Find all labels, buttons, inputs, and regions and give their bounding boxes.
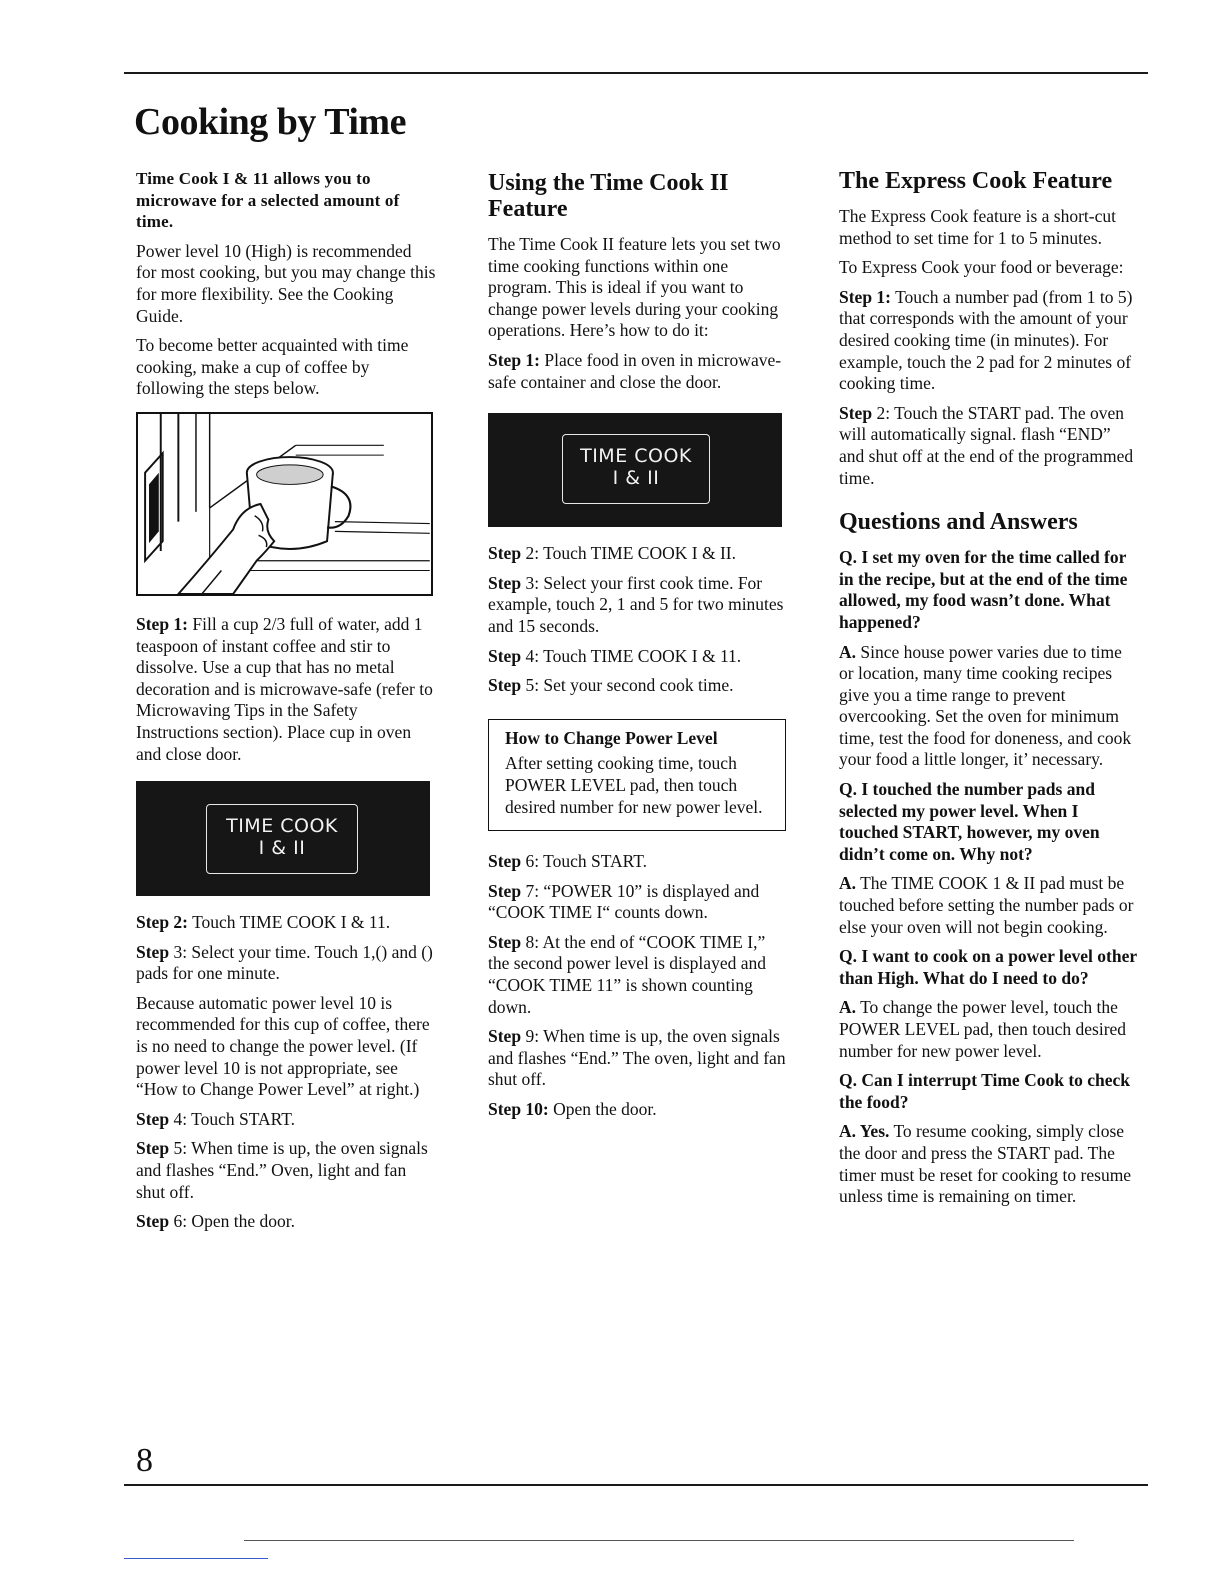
step-label: Step 2: [136, 912, 189, 933]
step-text: 7: “POWER 10” is displayed and “COOK TIME I“ counts down. [488, 880, 760, 923]
step-label: Step [488, 880, 522, 901]
step-text: 3: Select your first cook time. For example, touch 2, 1 and 5 for two minutes and 15 seconds. [488, 572, 784, 636]
intro-paragraph: Power level 10 (High) is recommended for most cooking, but you may change this for more flexibility. See the Cooking Guide. [136, 240, 436, 326]
step-label: Step [488, 572, 522, 593]
callout-title: How to Change Power Level [505, 727, 718, 748]
step-text: Open the door. [548, 1099, 657, 1120]
footer-link-underline [124, 1558, 268, 1559]
answer [839, 1121, 1139, 1207]
question [839, 1070, 1139, 1113]
section-heading: Questions and Answers [839, 509, 1078, 536]
question-text: I touched the number pads and selected my power level. When I touched START, however, my oven didn’t come on. Why not? [839, 779, 1100, 864]
step-text: 4: Touch TIME COOK I & 11. [521, 645, 742, 666]
step-text: Touch TIME COOK I & 11. [188, 912, 391, 933]
step-6 [488, 851, 788, 873]
time-cook-button-line2: I & II [612, 467, 660, 490]
step-label: Step 1: [488, 349, 541, 370]
control-panel-graphic [488, 413, 782, 527]
step-label: Step [488, 851, 522, 872]
express-intro: To Express Cook your food or beverage: [839, 257, 1124, 278]
step-label: Step [488, 543, 522, 564]
answer-text: The TIME COOK 1 & II pad must be touched before setting the number pads or else your oven will not begin cooking. [839, 873, 1134, 937]
power-level-note: Because automatic power level 10 is recommended for this cup of coffee, there is no need to change the power level. (If power level 10 is not appropriate, see “How to Change Power Level” at right.) [136, 992, 430, 1100]
step-9 [488, 1026, 788, 1091]
intro-paragraph: The Time Cook II feature lets you set two time cooking functions within one program. This is ideal if you want to change power levels during your cooking operations. Here’s how to do it: [488, 234, 781, 341]
step-text: Touch a number pad (from 1 to 5) that corresponds with the amount of your desired cooking time (in minutes). For example, touch the 2 pad for 2 minutes of cooking time. [839, 286, 1133, 394]
step-label: Step [136, 1138, 170, 1159]
answer [839, 997, 1139, 1062]
step-label: Step 10: [488, 1099, 549, 1120]
step-label: Step [488, 1026, 522, 1047]
question-label: Q. [839, 946, 857, 967]
step-2 [839, 403, 1139, 489]
step-label: Step [839, 402, 873, 423]
step-label: Step [136, 941, 170, 962]
step-label: Step 1: [136, 613, 189, 634]
step-text: 6: Open the door. [169, 1211, 295, 1232]
page-number: 8 [136, 1442, 153, 1479]
question [839, 547, 1139, 633]
step-4 [136, 1109, 436, 1131]
step-label: Step [488, 931, 522, 952]
top-rule [124, 72, 1148, 74]
step-5 [488, 675, 788, 697]
step-2 [488, 543, 788, 565]
step-text: 2: Touch TIME COOK I & II. [521, 543, 736, 564]
question-text: I want to cook on a power level other than High. What do I need to do? [839, 946, 1137, 988]
page-title: Cooking by Time [134, 101, 406, 143]
time-cook-button[interactable] [206, 804, 358, 874]
answer-text: Since house power varies due to time or location, many time cooking recipes give you a time range to prevent overcooking. Set the oven for minimum time, test the food for doneness, and cook your food a little longer, it’ necessary. [839, 641, 1132, 770]
intro-lead: Time Cook I & 11 allows you to microwave for a selected amount of time. [136, 169, 400, 232]
express-intro: The Express Cook feature is a short-cut method to set time for 1 to 5 minutes. [839, 206, 1117, 248]
intro-paragraph: To become better acquainted with time cooking, make a cup of coffee by following the steps below. [136, 335, 409, 399]
step-label: Step [488, 675, 522, 696]
question [839, 946, 1139, 989]
step-2 [136, 912, 436, 934]
control-panel-graphic [136, 781, 430, 896]
step-label: Step [136, 1108, 170, 1129]
step-text: 5: When time is up, the oven signals and flashes “End.” Oven, light and fan shut off. [136, 1138, 428, 1202]
step-6 [136, 1211, 436, 1233]
time-cook-button-line1: TIME COOK [226, 815, 338, 838]
question-text: Can I interrupt Time Cook to check the food? [839, 1070, 1131, 1112]
coffee-cup-illustration [136, 412, 433, 596]
column-time-cook-1 [136, 168, 436, 1241]
section-heading: Using the Time Cook II Feature [488, 170, 729, 222]
step-text: 6: Touch START. [521, 851, 648, 872]
time-cook-button-line1: TIME COOK [580, 445, 692, 468]
step-text: 4: Touch START. [169, 1108, 296, 1129]
step-label: Step 1: [839, 286, 892, 307]
section-heading: The Express Cook Feature [839, 168, 1113, 194]
step-7 [488, 881, 788, 924]
step-text: 9: When time is up, the oven signals and flashes “End.” The oven, light and fan shut off. [488, 1026, 786, 1090]
time-cook-button[interactable] [562, 434, 710, 504]
step-text: 5: Set your second cook time. [521, 675, 734, 696]
answer-label: A. [839, 997, 857, 1018]
question-label: Q. [839, 779, 857, 800]
footer-rule [244, 1540, 1074, 1541]
step-text: Fill a cup 2/3 full of water, add 1 teaspoon of instant coffee and stir to dissolve. Use a cup that has no metal decoration and is microwave-safe (refer to Microwaving Tips in the Safety Instructions section). Place cup in oven and close door. [136, 613, 433, 764]
answer-text: To resume cooking, simply close the door and press the START pad. The timer must be reset for cooking to resume unless time is remaining on timer. [839, 1121, 1132, 1207]
step-text: 8: At the end of “COOK TIME I,” the second power level is displayed and “COOK TIME 11” is shown counting down. [488, 931, 766, 1017]
step-1 [488, 350, 788, 393]
answer [839, 873, 1139, 938]
answer-label: A. [839, 641, 857, 662]
question-label: Q. [839, 547, 857, 568]
answer-label: A. Yes. [839, 1121, 890, 1142]
answer [839, 642, 1139, 772]
bottom-rule [124, 1484, 1148, 1486]
question-text: I set my oven for the time called for in the recipe, but at the end of the time allowed, my food wasn’t done. What happened? [839, 547, 1128, 632]
time-cook-button-line2: I & II [258, 837, 306, 860]
step-label: Step [136, 1211, 170, 1232]
step-3 [488, 573, 788, 638]
hand-placing-cup-illustration [138, 414, 431, 594]
step-4 [488, 646, 788, 668]
column-express-cook [839, 168, 1139, 1216]
step-1 [136, 614, 436, 765]
step-5 [136, 1138, 436, 1203]
question [839, 779, 1139, 865]
step-label: Step [488, 645, 522, 666]
step-text: Place food in oven in microwave-safe container and close the door. [488, 349, 782, 392]
step-10 [488, 1099, 788, 1121]
step-8 [488, 932, 788, 1018]
power-level-callout [488, 719, 786, 831]
step-text: 3: Select your time. Touch 1,() and () pads for one minute. [136, 941, 433, 984]
question-label: Q. [839, 1070, 857, 1091]
column-time-cook-2 [488, 168, 788, 1129]
callout-text: After setting cooking time, touch POWER LEVEL pad, then touch desired number for new power level. [505, 753, 763, 817]
step-3 [136, 942, 436, 985]
step-1 [839, 287, 1139, 395]
step-text: 2: Touch the START pad. The oven will automatically signal. flash “END” and shut off at the end of the programmed time. [839, 402, 1134, 488]
answer-label: A. [839, 873, 857, 894]
answer-text: To change the power level, touch the POWER LEVEL pad, then touch desired number for new power level. [839, 997, 1127, 1061]
